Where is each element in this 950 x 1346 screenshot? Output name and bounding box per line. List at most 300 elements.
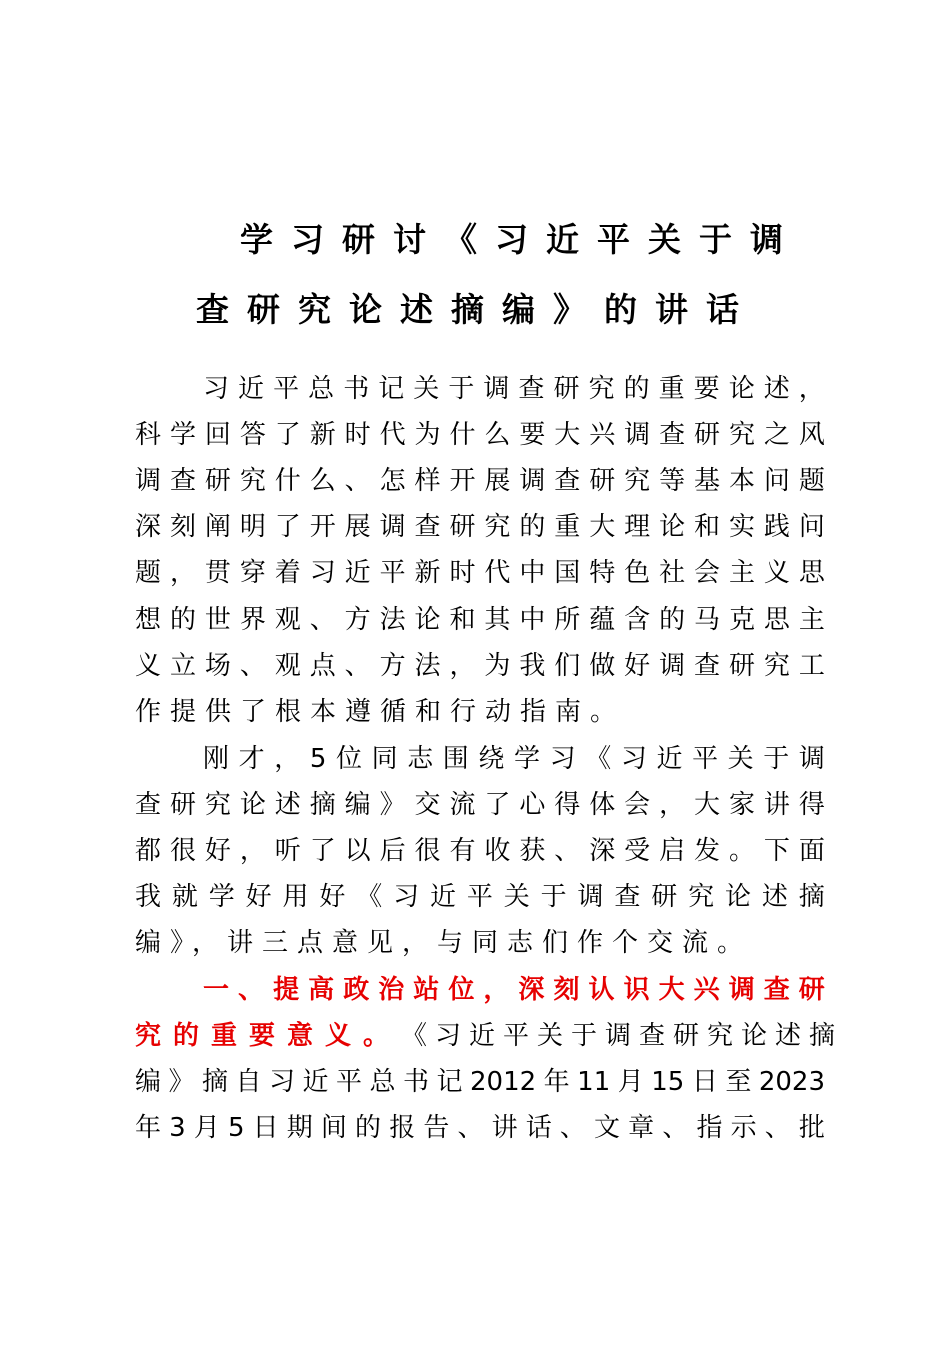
glyph: 平	[273, 374, 300, 404]
glyph: 么	[309, 466, 336, 496]
glyph: 讲	[763, 790, 790, 820]
glyph: 研	[589, 466, 616, 496]
glyph: 题	[798, 466, 825, 496]
glyph: 绕	[478, 744, 505, 774]
glyph: 、	[238, 975, 265, 1005]
glyph: 收	[484, 836, 511, 866]
glyph: 点	[309, 651, 336, 681]
glyph: 贯	[204, 558, 231, 588]
glyph: 想	[135, 605, 162, 635]
glyph: 重	[554, 512, 581, 542]
glyph: 题	[135, 558, 162, 588]
glyph: 究	[484, 512, 511, 542]
glyph: 获	[519, 836, 546, 866]
glyph: 观	[274, 605, 301, 635]
body-text	[135, 507, 825, 547]
glyph: 新	[414, 558, 441, 588]
glyph: 特	[589, 558, 616, 588]
glyph: 深	[135, 512, 162, 542]
glyph: 示	[730, 1113, 757, 1143]
body-line	[203, 970, 825, 1010]
glyph: 观	[274, 651, 301, 681]
body-line	[135, 600, 825, 640]
glyph: 3	[169, 1113, 186, 1143]
glyph: 围	[442, 744, 469, 774]
glyph: 研	[728, 651, 755, 681]
glyph: 查	[518, 374, 545, 404]
glyph: 述	[274, 790, 301, 820]
glyph: 查	[614, 882, 641, 912]
glyph: 究	[728, 420, 755, 450]
glyph: 》	[168, 1067, 195, 1097]
glyph: 克	[728, 605, 755, 635]
glyph: 了	[309, 836, 336, 866]
glyph: 义	[135, 651, 162, 681]
body-line	[135, 1016, 844, 1056]
glyph: 什	[449, 420, 476, 450]
glyph: 的	[169, 605, 196, 635]
body-text	[135, 553, 825, 593]
glyph: 代	[484, 558, 511, 588]
glyph: 论	[414, 605, 441, 635]
glyph: 》	[379, 790, 406, 820]
glyph: 研	[651, 882, 678, 912]
glyph: 年	[543, 1067, 570, 1097]
glyph: 位	[335, 744, 362, 774]
glyph: 11	[577, 1067, 611, 1097]
glyph: 含	[624, 605, 651, 635]
glyph: 方	[344, 605, 371, 635]
glyph: 刻	[169, 512, 196, 542]
glyph: 等	[659, 466, 686, 496]
glyph: 、	[554, 836, 581, 866]
glyph: ，	[659, 790, 686, 820]
glyph: 主	[798, 605, 825, 635]
glyph: 总	[369, 1067, 396, 1097]
glyph: 深	[518, 975, 545, 1005]
glyph: 发	[694, 836, 721, 866]
glyph: 15	[651, 1067, 685, 1097]
glyph: 为	[414, 420, 441, 450]
glyph: 们	[554, 651, 581, 681]
glyph: 究	[624, 466, 651, 496]
body-line	[135, 831, 825, 871]
body-line	[203, 739, 825, 779]
glyph: 志	[407, 744, 434, 774]
glyph: 近	[430, 882, 457, 912]
glyph: 本	[728, 466, 755, 496]
glyph: 学	[514, 744, 541, 774]
glyph: 调	[519, 466, 546, 496]
glyph: 新	[309, 420, 336, 450]
glyph: 究	[588, 374, 615, 404]
glyph: 理	[624, 512, 651, 542]
glyph: 好	[204, 836, 231, 866]
glyph: 述	[763, 374, 790, 404]
body-text	[135, 877, 825, 917]
body-line	[135, 877, 825, 917]
glyph: 着	[274, 558, 301, 588]
glyph: 社	[659, 558, 686, 588]
glyph: 时	[344, 420, 371, 450]
glyph: 调	[659, 651, 686, 681]
glyph: 治	[378, 975, 405, 1005]
glyph: 查	[135, 790, 162, 820]
body-line	[135, 1108, 825, 1148]
glyph: 认	[588, 975, 615, 1005]
glyph: 风	[798, 420, 825, 450]
glyph: 场	[204, 651, 231, 681]
body-line	[135, 507, 825, 547]
glyph: 5	[309, 744, 327, 774]
glyph: 和	[449, 605, 476, 635]
body-text	[203, 369, 825, 409]
glyph: 践	[763, 512, 790, 542]
glyph: 、	[764, 1113, 791, 1143]
glyph: 高	[308, 975, 335, 1005]
glyph: 《	[356, 882, 383, 912]
glyph: 方	[379, 651, 406, 681]
glyph: 平	[692, 744, 719, 774]
glyph: 立	[169, 651, 196, 681]
glyph: 2023	[758, 1067, 825, 1097]
glyph: 中	[519, 558, 546, 588]
glyph: 答	[239, 420, 266, 450]
glyph: 月	[193, 1113, 220, 1143]
glyph: 调	[135, 466, 162, 496]
glyph: 摘	[798, 882, 825, 912]
glyph: 和	[694, 512, 721, 542]
glyph: 、	[309, 605, 336, 635]
glyph: 平	[466, 882, 493, 912]
glyph: 、	[559, 1113, 586, 1143]
glyph: 告	[423, 1113, 450, 1143]
glyph: 记	[378, 374, 405, 404]
glyph: 2012	[470, 1067, 537, 1097]
glyph: 问	[763, 466, 790, 496]
glyph: 调	[624, 420, 651, 450]
glyph: 心	[519, 790, 546, 820]
glyph: 要	[519, 420, 546, 450]
glyph: 日	[691, 1067, 718, 1097]
glyph: 得	[798, 790, 825, 820]
glyph: 穿	[239, 558, 266, 588]
glyph: ，	[239, 836, 266, 866]
glyph: 调	[728, 975, 755, 1005]
body-text	[135, 600, 825, 640]
glyph: 交	[414, 790, 441, 820]
glyph: 、	[239, 651, 266, 681]
glyph: 会	[694, 558, 721, 588]
glyph: 面	[798, 836, 825, 866]
glyph: ，	[798, 374, 825, 404]
glyph: 么	[484, 420, 511, 450]
glyph: 站	[413, 975, 440, 1005]
glyph: 、	[344, 466, 371, 496]
glyph: 才	[238, 744, 265, 774]
glyph: 识	[623, 975, 650, 1005]
body-line	[135, 923, 825, 963]
glyph: 的	[659, 605, 686, 635]
glyph: 查	[414, 512, 441, 542]
glyph: 的	[519, 512, 546, 542]
body-line	[135, 692, 825, 732]
glyph: 后	[379, 836, 406, 866]
glyph: 讲	[491, 1113, 518, 1143]
glyph: 一	[203, 975, 230, 1005]
glyph: 同	[371, 744, 398, 774]
glyph: 用	[282, 882, 309, 912]
glyph: 话	[525, 1113, 552, 1143]
glyph: 究	[688, 882, 715, 912]
glyph: 兴	[693, 975, 720, 1005]
glyph: 色	[624, 558, 651, 588]
glyph: 大	[589, 512, 616, 542]
glyph: 主	[728, 558, 755, 588]
glyph: 马	[694, 605, 721, 635]
glyph: 回	[204, 420, 231, 450]
glyph: 的	[355, 1113, 382, 1143]
glyph: 了	[274, 512, 301, 542]
body-text	[135, 461, 825, 501]
glyph: 样	[414, 466, 441, 496]
body-line	[135, 415, 825, 455]
glyph: 好	[319, 882, 346, 912]
glyph: 听	[274, 836, 301, 866]
glyph: 问	[798, 512, 825, 542]
glyph: 的	[623, 374, 650, 404]
glyph: 体	[589, 790, 616, 820]
glyph: 蕴	[589, 605, 616, 635]
glyph: 了	[484, 790, 511, 820]
glyph: 有	[449, 836, 476, 866]
body-text	[135, 1062, 825, 1102]
glyph: 我	[135, 882, 162, 912]
glyph: 调	[483, 374, 510, 404]
glyph: 近	[656, 744, 683, 774]
glyph: 学	[208, 882, 235, 912]
glyph: 大	[554, 420, 581, 450]
glyph: 指	[696, 1113, 723, 1143]
glyph: 实	[728, 512, 755, 542]
glyph: 研	[798, 975, 825, 1005]
glyph: 至	[725, 1067, 752, 1097]
glyph: 近	[302, 1067, 329, 1097]
body-text	[135, 831, 825, 871]
glyph: 《	[585, 744, 612, 774]
glyph: 受	[624, 836, 651, 866]
glyph: 兴	[589, 420, 616, 450]
glyph: 论	[728, 374, 755, 404]
glyph: 报	[389, 1113, 416, 1143]
glyph: 就	[171, 882, 198, 912]
glyph: 会	[624, 790, 651, 820]
glyph: 近	[238, 374, 265, 404]
glyph: 编	[135, 1067, 162, 1097]
glyph: 很	[169, 836, 196, 866]
glyph: 好	[624, 651, 651, 681]
body-line	[135, 785, 825, 825]
glyph: 以	[344, 836, 371, 866]
glyph: 于	[540, 882, 567, 912]
glyph: 调	[798, 744, 825, 774]
glyph: 其	[484, 605, 511, 635]
glyph: 习	[269, 1067, 296, 1097]
glyph: 摘	[202, 1067, 229, 1097]
glyph: 月	[617, 1067, 644, 1097]
glyph: 总	[308, 374, 335, 404]
body-text	[135, 646, 825, 686]
glyph: 于	[448, 374, 475, 404]
glyph: 文	[594, 1113, 621, 1143]
glyph: 政	[343, 975, 370, 1005]
glyph: 大	[658, 975, 685, 1005]
glyph: 义	[763, 558, 790, 588]
body-line	[203, 369, 825, 409]
glyph: 论	[659, 512, 686, 542]
glyph: 、	[662, 1113, 689, 1143]
glyph: 查	[763, 975, 790, 1005]
glyph: 很	[414, 836, 441, 866]
glyph: 调	[379, 512, 406, 542]
glyph: 为	[484, 651, 511, 681]
glyph: 关	[413, 374, 440, 404]
body-text	[135, 1108, 825, 1148]
body-text: 作提供了根本遵循和行动指南。	[135, 697, 626, 727]
glyph: 刚	[203, 744, 230, 774]
glyph: 研	[449, 512, 476, 542]
glyph: 研	[169, 790, 196, 820]
glyph: 法	[414, 651, 441, 681]
glyph: 批	[798, 1113, 825, 1143]
glyph: 展	[484, 466, 511, 496]
glyph: 书	[343, 374, 370, 404]
glyph: 期	[286, 1113, 313, 1143]
glyph: 做	[589, 651, 616, 681]
glyph: 展	[344, 512, 371, 542]
body-line	[135, 1062, 825, 1102]
glyph: 年	[135, 1113, 162, 1143]
glyph: 究	[763, 651, 790, 681]
glyph: 日	[252, 1113, 279, 1143]
glyph: 近	[344, 558, 371, 588]
glyph: 之	[763, 420, 790, 450]
glyph: 、	[457, 1113, 484, 1143]
body-text	[203, 739, 825, 779]
glyph: 开	[309, 512, 336, 542]
glyph: 习	[309, 558, 336, 588]
glyph: 习	[620, 744, 647, 774]
glyph: 启	[659, 836, 686, 866]
glyph: 自	[235, 1067, 262, 1097]
glyph: 怎	[379, 466, 406, 496]
body-text: 编》，讲三点意见，与同志们作个交流。	[135, 928, 753, 958]
glyph: 思	[763, 605, 790, 635]
glyph: 要	[693, 374, 720, 404]
glyph: 于	[763, 744, 790, 774]
body-line	[135, 646, 825, 686]
glyph: 、	[344, 651, 371, 681]
glyph: 阐	[204, 512, 231, 542]
glyph: 查	[694, 651, 721, 681]
glyph: 查	[659, 420, 686, 450]
glyph: 家	[728, 790, 755, 820]
glyph: 大	[694, 790, 721, 820]
glyph: 所	[554, 605, 581, 635]
glyph: 工	[798, 651, 825, 681]
glyph: 明	[239, 512, 266, 542]
glyph: 界	[239, 605, 266, 635]
glyph: 论	[239, 790, 266, 820]
glyph: 调	[577, 882, 604, 912]
glyph: 深	[589, 836, 616, 866]
glyph: ，	[274, 744, 301, 774]
glyph: 提	[273, 975, 300, 1005]
glyph: 编	[344, 790, 371, 820]
glyph: 章	[628, 1113, 655, 1143]
glyph: 世	[204, 605, 231, 635]
glyph: 关	[503, 882, 530, 912]
glyph: 摘	[309, 790, 336, 820]
glyph: 位	[448, 975, 475, 1005]
body-text	[135, 785, 825, 825]
glyph: 究	[204, 790, 231, 820]
glyph: 重	[658, 374, 685, 404]
glyph: 书	[403, 1067, 430, 1097]
glyph: 国	[554, 558, 581, 588]
glyph: 好	[245, 882, 272, 912]
glyph: 论	[725, 882, 752, 912]
glyph: 习	[549, 744, 576, 774]
glyph: 得	[554, 790, 581, 820]
glyph: 开	[449, 466, 476, 496]
glyph: 基	[694, 466, 721, 496]
glyph: 什	[274, 466, 301, 496]
glyph: 研	[204, 466, 231, 496]
glyph: 记	[436, 1067, 463, 1097]
glyph: 关	[727, 744, 754, 774]
glyph: 究	[239, 466, 266, 496]
glyph: 研	[553, 374, 580, 404]
glyph: 思	[798, 558, 825, 588]
glyph: ，	[483, 975, 510, 1005]
glyph: 。	[728, 836, 755, 866]
glyph: 法	[379, 605, 406, 635]
glyph: 学	[169, 420, 196, 450]
glyph: 都	[135, 836, 162, 866]
glyph: 科	[135, 420, 162, 450]
glyph: 时	[449, 558, 476, 588]
glyph: 习	[203, 374, 230, 404]
glyph: 习	[393, 882, 420, 912]
body-text: 《习近平关于调查研究论述摘	[401, 1021, 844, 1051]
glyph: 代	[379, 420, 406, 450]
body-line	[135, 461, 825, 501]
glyph: ，	[449, 651, 476, 681]
section-heading-text	[203, 970, 825, 1010]
glyph: 刻	[553, 975, 580, 1005]
glyph: 查	[169, 466, 196, 496]
glyph: 研	[694, 420, 721, 450]
glyph: 下	[763, 836, 790, 866]
body-text	[135, 415, 825, 455]
body-line	[135, 553, 825, 593]
glyph: ，	[169, 558, 196, 588]
glyph: 平	[379, 558, 406, 588]
glyph: 查	[554, 466, 581, 496]
section-heading-text: 究的重要意义。	[135, 1021, 402, 1051]
glyph: 间	[320, 1113, 347, 1143]
